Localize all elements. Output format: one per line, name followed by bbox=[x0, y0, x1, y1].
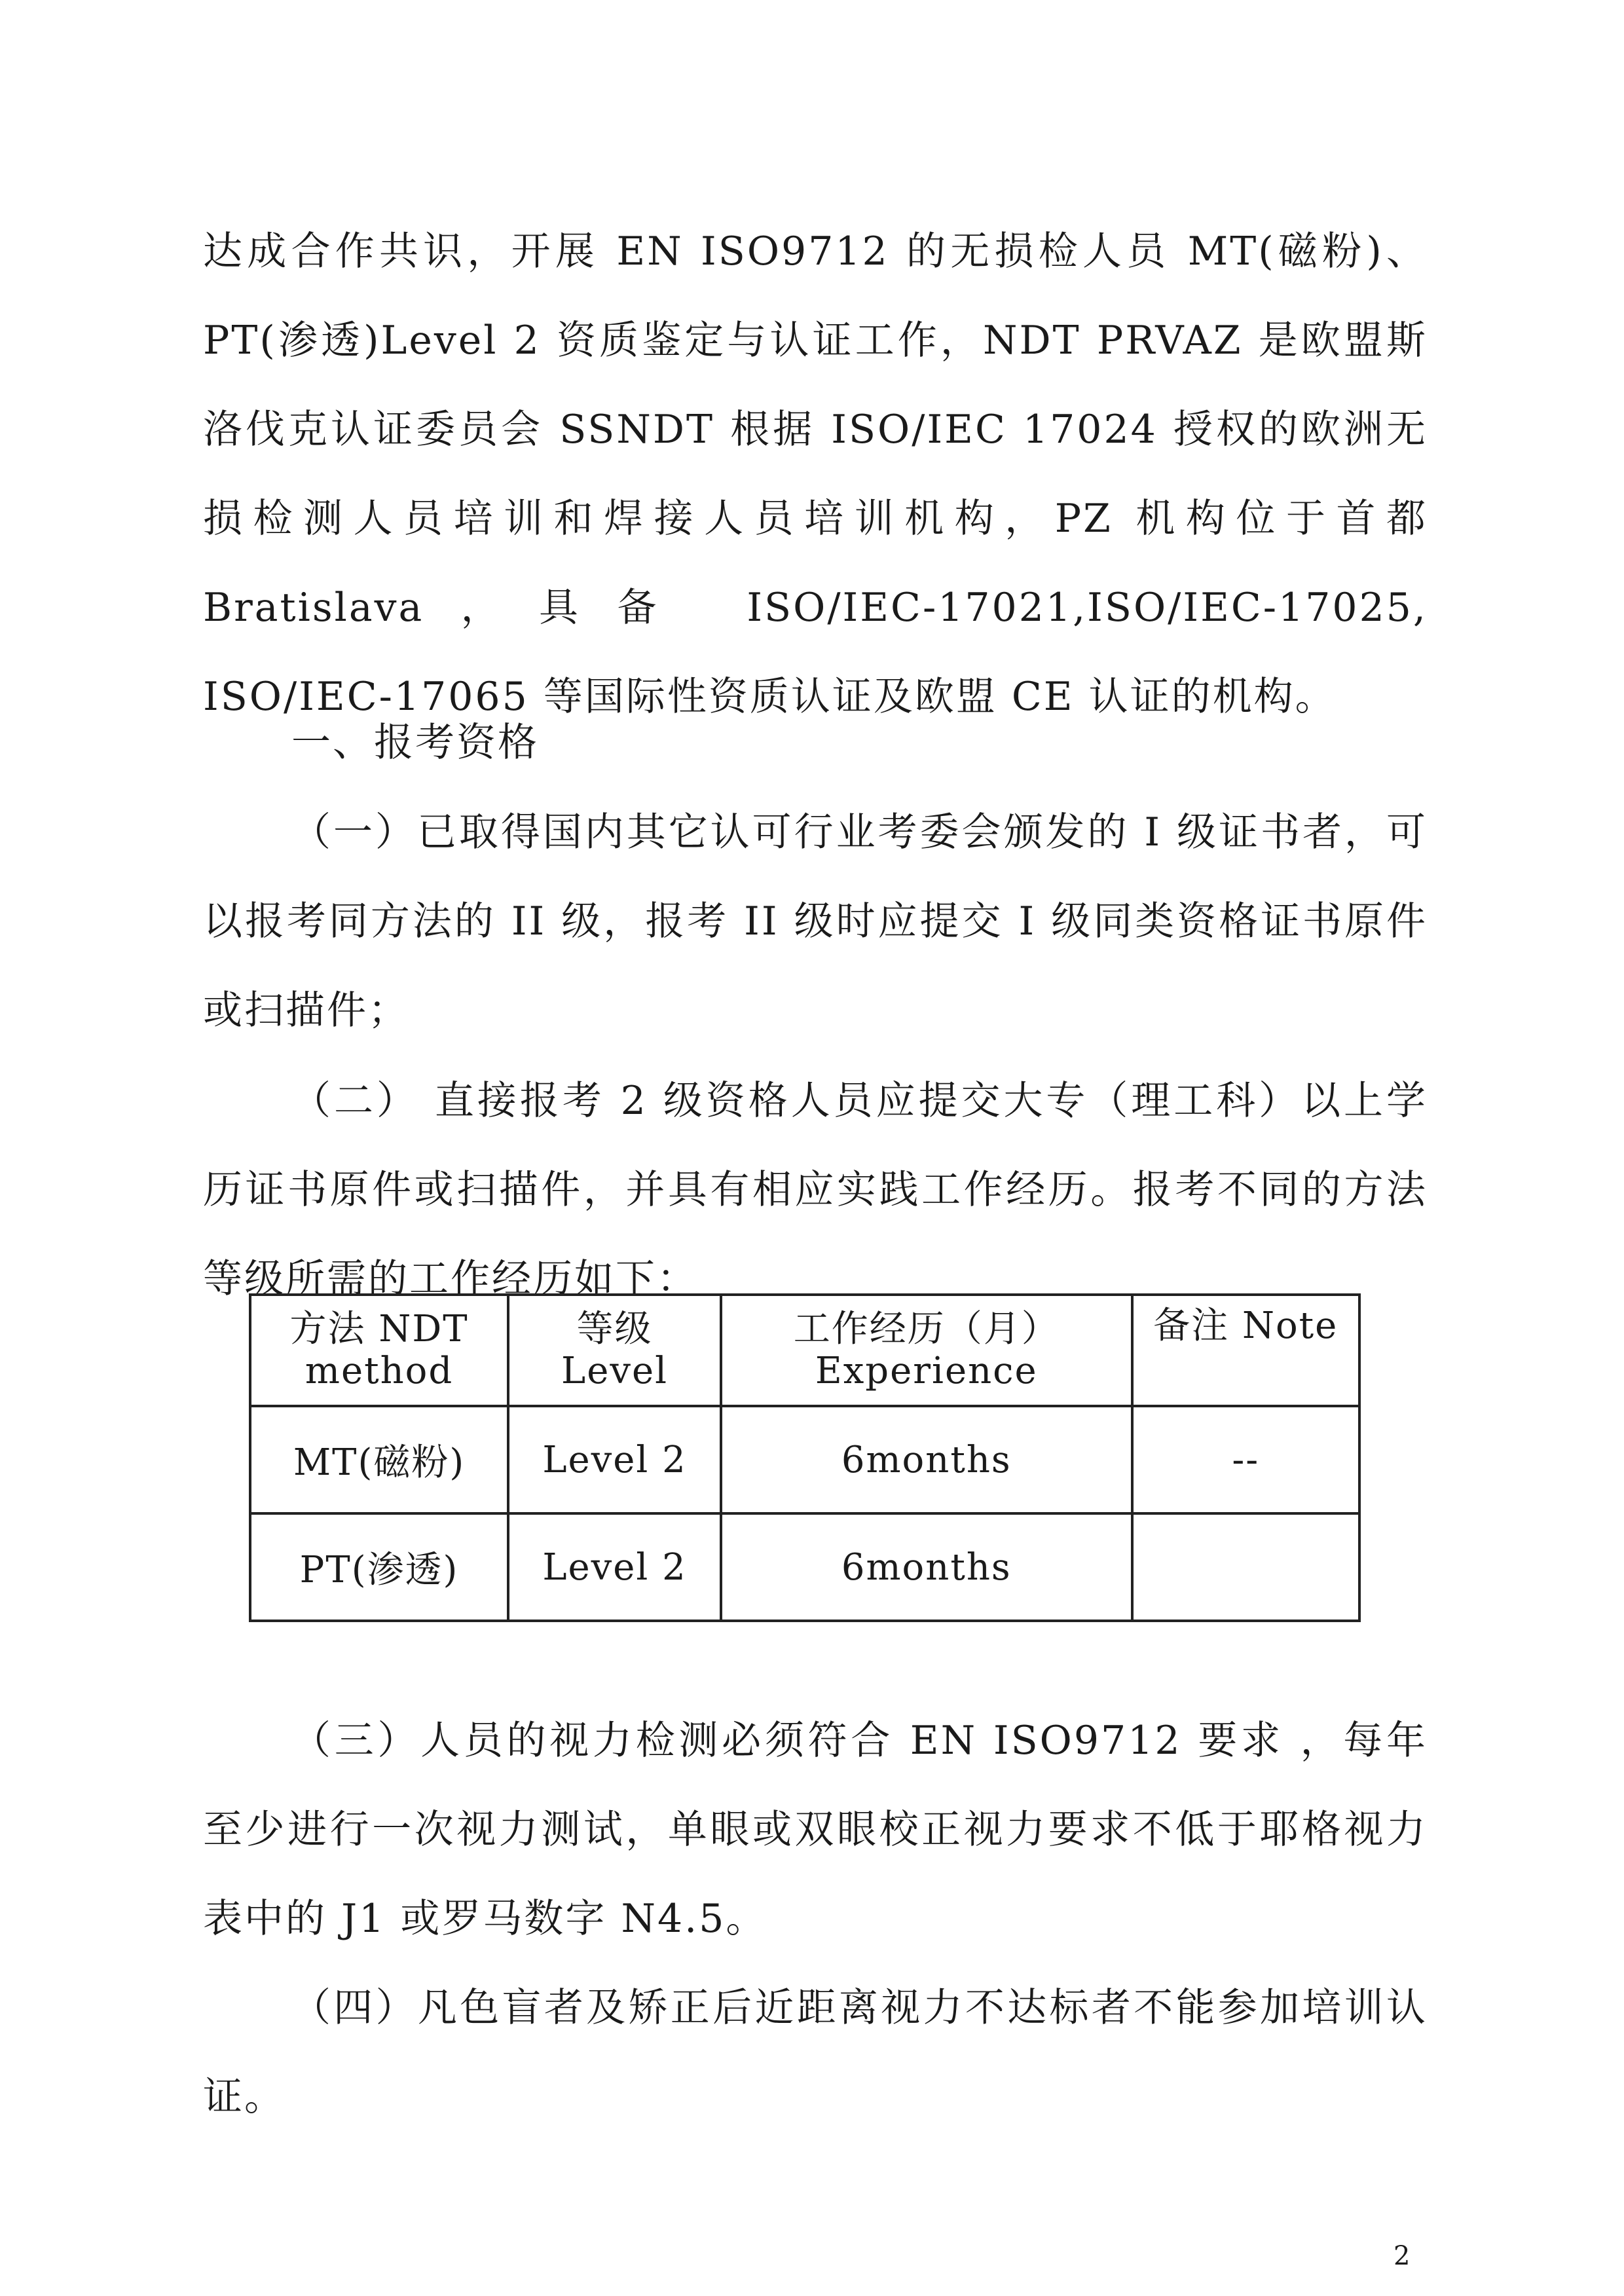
cell-note bbox=[1132, 1513, 1360, 1621]
table-header-row bbox=[250, 1295, 1359, 1406]
table-row bbox=[250, 1513, 1359, 1621]
page-number: 2 bbox=[1393, 2241, 1411, 2271]
cell-method: MT(磁粉) bbox=[250, 1406, 508, 1513]
header-method-en: method bbox=[304, 1350, 454, 1392]
qualification-item-4: （四）凡色盲者及矫正后近距离视力不达标者不能参加培训认证。 bbox=[203, 1985, 1428, 2120]
cell-method: PT(渗透) bbox=[250, 1513, 508, 1621]
table-row bbox=[250, 1406, 1359, 1513]
section-heading: 一、报考资格 bbox=[291, 720, 539, 766]
cell-experience: 6months bbox=[721, 1406, 1132, 1513]
qualification-item-2: （二） 直接报考 2 级资格人员应提交大专（理工科）以上学历证书原件或扫描件，并具有相应实践工作经历。报考不同的方法等级所需的工作经历如下： bbox=[203, 1078, 1428, 1302]
header-experience-en: Experience bbox=[815, 1350, 1038, 1392]
cell-level: Level 2 bbox=[508, 1513, 721, 1621]
intro-paragraph: 达成合作共识，开展 EN ISO9712 的无损检人员 MT(磁粉)、PT(渗透)Level 2 资质鉴定与认证工作，NDT PRVAZ 是欧盟斯洛伐克认证委员会 SSNDT 根据 ISO/IEC 17024 授权的欧洲无损检测人员培训和焊接人员培训机构，PZ 机构位于首都 Bratislava，具备 ISO/IEC-17021,ISO/IEC-17025, ISO/IEC-17065 等国际性资质认证及欧盟 CE 认证的机构。 bbox=[203, 229, 1428, 720]
cell-level: Level 2 bbox=[508, 1406, 721, 1513]
cell-experience: 6months bbox=[721, 1513, 1132, 1621]
header-method bbox=[250, 1295, 508, 1406]
header-level bbox=[508, 1295, 721, 1406]
header-experience-cn: 工作经历（月） bbox=[793, 1308, 1060, 1350]
header-note bbox=[1132, 1295, 1360, 1406]
qualification-item-3: （三）人员的视力检测必须符合 EN ISO9712 要求 ，每年至少进行一次视力测试，单眼或双眼校正视力要求不低于耶格视力表中的 J1 或罗马数字 N4.5。 bbox=[203, 1718, 1428, 1942]
header-level-en: Level bbox=[561, 1350, 669, 1392]
header-experience bbox=[721, 1295, 1132, 1406]
cell-note: -- bbox=[1132, 1406, 1360, 1513]
header-level-cn: 等级 bbox=[576, 1308, 653, 1350]
header-note-label: 备注 Note bbox=[1153, 1305, 1338, 1347]
header-method-cn: 方法 NDT bbox=[289, 1308, 469, 1350]
experience-table bbox=[249, 1293, 1361, 1622]
qualification-item-1: （一）已取得国内其它认可行业考委会颁发的 I 级证书者，可以报考同方法的 II 级，报考 II 级时应提交 I 级同类资格证书原件或扫描件； bbox=[203, 809, 1428, 1033]
